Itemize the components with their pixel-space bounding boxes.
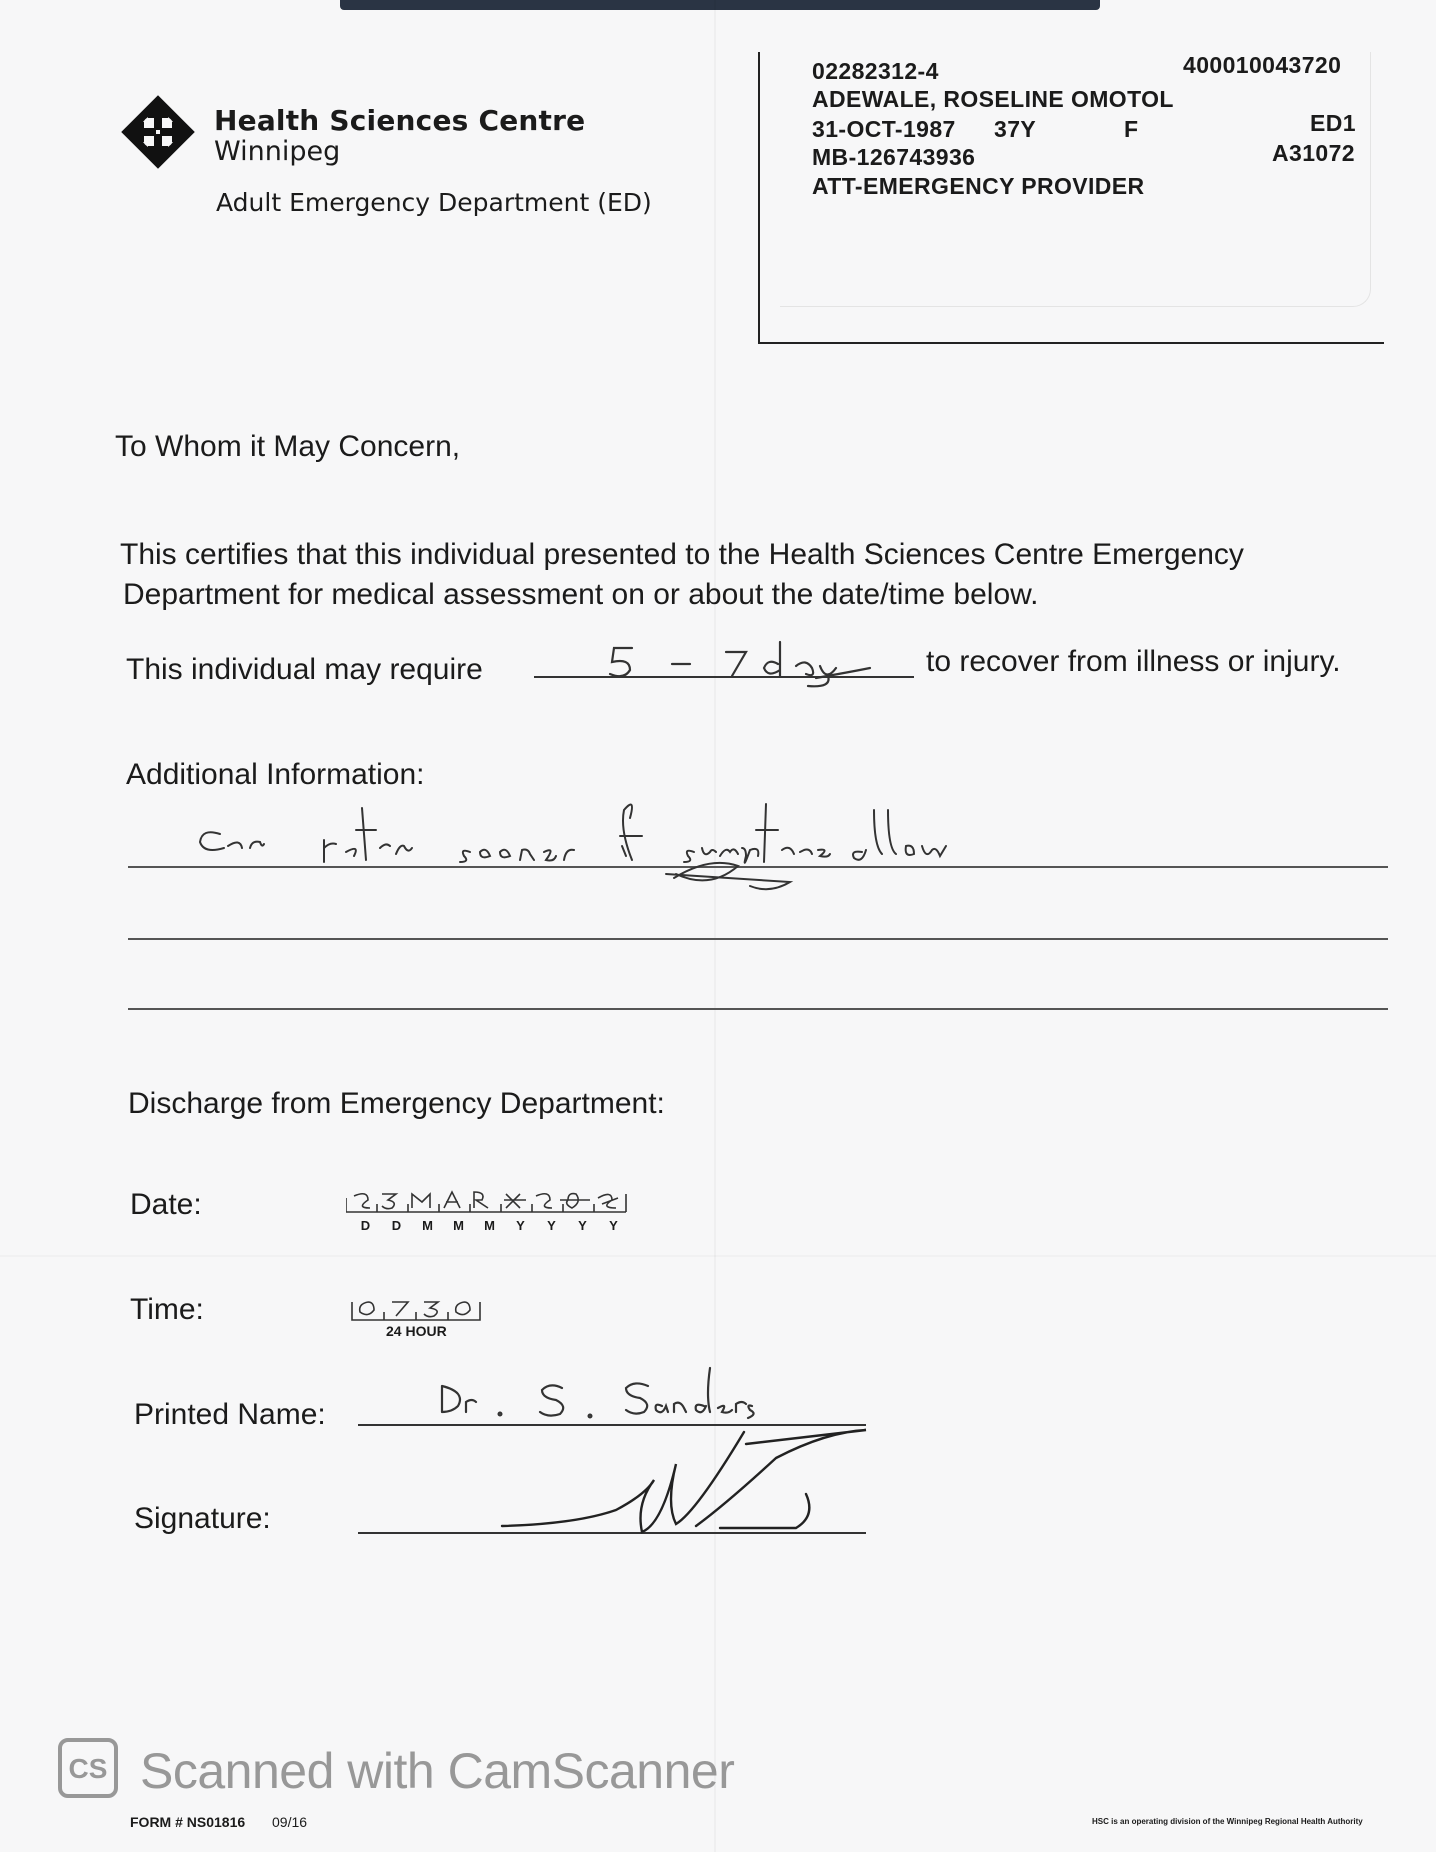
- require-prefix: This individual may require: [126, 653, 483, 686]
- recovery-days-handwriting: [600, 628, 890, 688]
- patient-code: A31072: [1272, 140, 1355, 166]
- date-format-char: Y: [609, 1218, 618, 1233]
- time-entry-boxes: [350, 1296, 486, 1324]
- department-title: Adult Emergency Department (ED): [216, 188, 652, 217]
- certification-line-1: This certifies that this individual presented to the Health Sciences Centre Emergency: [120, 538, 1244, 571]
- salutation: To Whom it May Concern,: [115, 430, 461, 463]
- camscanner-watermark: Scanned with CamScanner: [140, 1743, 735, 1799]
- require-suffix: to recover from illness or injury.: [926, 645, 1341, 678]
- certification-line-2: Department for medical assessment on or about the date/time below.: [123, 578, 1039, 611]
- additional-info-line-2: [128, 938, 1388, 940]
- paper-fold-vertical: [714, 0, 716, 1852]
- label-box-border-bottom: [758, 342, 1384, 344]
- signature-image: [496, 1424, 876, 1544]
- patient-id-right: 400010043720: [1183, 52, 1342, 78]
- patient-sex: F: [1124, 116, 1139, 142]
- patient-age: 37Y: [994, 116, 1037, 142]
- signature-line: [358, 1532, 866, 1534]
- hsc-logo-icon: [118, 92, 198, 172]
- date-format-char: Y: [516, 1218, 525, 1233]
- additional-info-line-3: [128, 1008, 1388, 1010]
- discharge-heading: Discharge from Emergency Department:: [128, 1087, 665, 1120]
- date-format-char: Y: [547, 1218, 556, 1233]
- org-name: Health Sciences Centre: [214, 104, 586, 137]
- form-number: FORM # NS01816: [130, 1814, 246, 1830]
- additional-info-handwriting: [190, 790, 970, 900]
- date-format-guide: [350, 1218, 629, 1233]
- date-label: Date:: [130, 1188, 202, 1221]
- printed-name-line: [358, 1424, 866, 1426]
- date-format-char: M: [484, 1218, 495, 1233]
- signature-label: Signature:: [134, 1502, 271, 1535]
- date-format-char: D: [360, 1218, 371, 1233]
- date-format-char: D: [391, 1218, 402, 1233]
- date-entry-boxes: [346, 1188, 646, 1220]
- time-format-label: 24 HOUR: [386, 1323, 447, 1339]
- form-revision-date: 09/16: [272, 1814, 308, 1830]
- patient-health-number: MB-126743936: [812, 144, 976, 170]
- printed-name-handwriting: [430, 1362, 770, 1424]
- additional-info-line-1: [128, 866, 1388, 868]
- scan-top-edge: [340, 0, 1100, 10]
- additional-info-label: Additional Information:: [126, 758, 425, 791]
- require-days-line: [534, 676, 914, 678]
- date-format-char: Y: [578, 1218, 587, 1233]
- date-format-char: M: [453, 1218, 464, 1233]
- authority-footnote: HSC is an operating division of the Winnipeg Regional Health Authority: [1092, 1817, 1363, 1826]
- time-label: Time:: [130, 1293, 204, 1326]
- patient-name: ADEWALE, ROSELINE OMOTOL: [812, 86, 1174, 112]
- attending-provider: ATT-EMERGENCY PROVIDER: [812, 173, 1145, 199]
- camscanner-logo-icon: [58, 1738, 118, 1798]
- paper-fold-horizontal: [0, 1255, 1436, 1257]
- org-city: Winnipeg: [214, 136, 341, 167]
- date-format-char: M: [422, 1218, 433, 1233]
- patient-dob: 31-OCT-1987: [812, 116, 956, 142]
- patient-id-left: 02282312-4: [812, 58, 939, 84]
- patient-location: ED1: [1310, 110, 1356, 136]
- printed-name-label: Printed Name:: [134, 1398, 326, 1431]
- camscanner-logo-text: CS: [68, 1753, 108, 1784]
- label-box-border-left: [758, 52, 760, 344]
